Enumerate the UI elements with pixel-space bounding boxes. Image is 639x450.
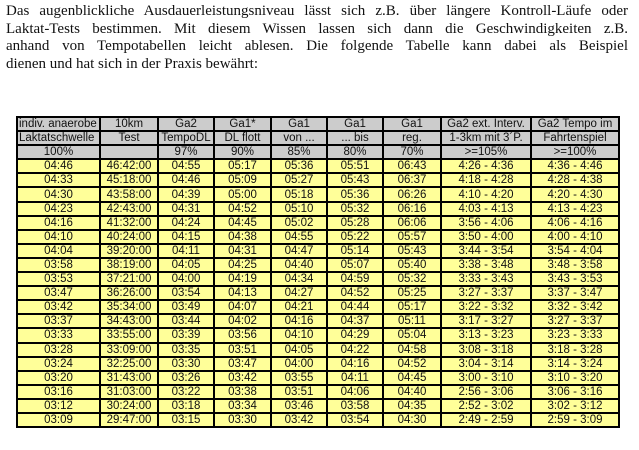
header-cell: Ga2 ext. Interv.	[441, 117, 531, 131]
table-cell: 04:52	[214, 202, 271, 216]
table-cell: 04:19	[214, 272, 271, 286]
table-cell: 03:22	[158, 385, 214, 399]
table-cell: 46:42:00	[100, 159, 158, 173]
header-row	[17, 117, 619, 131]
table-cell: 3:22 - 3:32	[441, 300, 531, 314]
header-cell: 100%	[17, 145, 100, 159]
table-cell: 03:09	[17, 413, 100, 427]
table-cell: 04:39	[158, 187, 214, 201]
table-cell: 37:21:00	[100, 272, 158, 286]
table-cell: 03:34	[214, 399, 271, 413]
table-row	[17, 343, 619, 357]
table-cell: 04:29	[327, 328, 383, 342]
table-cell: 03:39	[158, 328, 214, 342]
table-cell: 40:24:00	[100, 230, 158, 244]
table-cell: 04:33	[17, 173, 100, 187]
table-cell: 04:05	[271, 343, 327, 357]
table-cell: 3:50 - 4:00	[441, 230, 531, 244]
table-cell: 04:44	[327, 300, 383, 314]
table-row	[17, 286, 619, 300]
table-cell: 03:16	[17, 385, 100, 399]
table-cell: 03:56	[214, 328, 271, 342]
table-cell: 3:13 - 3:23	[441, 328, 531, 342]
table-cell: 2:59 - 3:09	[531, 413, 619, 427]
table-cell: 31:03:00	[100, 385, 158, 399]
table-row	[17, 314, 619, 328]
table-cell: 3:08 - 3:18	[441, 343, 531, 357]
table-cell: 3:06 - 3:16	[531, 385, 619, 399]
table-cell: 03:30	[158, 357, 214, 371]
table-cell: 04:22	[327, 343, 383, 357]
table-cell: 39:20:00	[100, 244, 158, 258]
table-cell: 05:17	[214, 159, 271, 173]
table-cell: 03:12	[17, 399, 100, 413]
table-row	[17, 258, 619, 272]
header-cell: Fahrtenspiel	[531, 131, 619, 145]
table-row	[17, 399, 619, 413]
table-cell: 04:11	[327, 371, 383, 385]
table-cell: 3:27 - 3:37	[441, 286, 531, 300]
intro-line: anhand von Tempotabellen leicht ablesen. Die folgende Tabelle kann dabei als Beispiel	[6, 38, 628, 54]
table-cell: 04:45	[214, 216, 271, 230]
table-cell: 04:06	[327, 385, 383, 399]
table-cell: 05:18	[271, 187, 327, 201]
header-cell	[100, 145, 158, 159]
table-cell: 04:59	[327, 272, 383, 286]
table-cell: 03:26	[158, 371, 214, 385]
table-cell: 04:47	[271, 244, 327, 258]
table-cell: 06:16	[383, 202, 441, 216]
table-cell: 04:46	[158, 173, 214, 187]
table-cell: 04:25	[214, 258, 271, 272]
table-cell: 05:09	[214, 173, 271, 187]
table-cell: 03:46	[271, 399, 327, 413]
table-row	[17, 202, 619, 216]
table-cell: 35:34:00	[100, 300, 158, 314]
table-cell: 03:47	[17, 286, 100, 300]
table-cell: 45:18:00	[100, 173, 158, 187]
table-cell: 3:37 - 3:47	[531, 286, 619, 300]
table-cell: 04:30	[383, 413, 441, 427]
table-cell: 38:19:00	[100, 258, 158, 272]
table-cell: 3:33 - 3:43	[441, 272, 531, 286]
header-cell: Ga1	[327, 117, 383, 131]
header-cell: von ...	[271, 131, 327, 145]
table-cell: 05:43	[327, 173, 383, 187]
header-cell: 70%	[383, 145, 441, 159]
header-cell: TempoDL	[158, 131, 214, 145]
table-cell: 03:37	[17, 314, 100, 328]
table-cell: 04:16	[271, 314, 327, 328]
table-cell: 3:43 - 3:53	[531, 272, 619, 286]
table-cell: 3:27 - 3:37	[531, 314, 619, 328]
table-cell: 4:03 - 4:13	[441, 202, 531, 216]
table-cell: 03:33	[17, 328, 100, 342]
table-cell: 05:25	[383, 286, 441, 300]
table-cell: 4:18 - 4:28	[441, 173, 531, 187]
table-cell: 04:10	[271, 328, 327, 342]
header-cell: 10km	[100, 117, 158, 131]
table-cell: 05:43	[383, 244, 441, 258]
table-cell: 03:51	[271, 385, 327, 399]
table-cell: 3:38 - 3:48	[441, 258, 531, 272]
table-row	[17, 371, 619, 385]
header-cell: Ga1*	[214, 117, 271, 131]
table-cell: 4:10 - 4:20	[441, 187, 531, 201]
table-cell: 05:36	[271, 159, 327, 173]
header-cell: indiv. anaerobe	[17, 117, 100, 131]
table-cell: 05:57	[383, 230, 441, 244]
table-cell: 04:30	[17, 187, 100, 201]
table-cell: 05:32	[327, 202, 383, 216]
header-cell: Ga2 Tempo im	[531, 117, 619, 131]
table-cell: 43:58:00	[100, 187, 158, 201]
table-cell: 04:05	[158, 258, 214, 272]
header-cell: >=100%	[531, 145, 619, 159]
table-cell: 4:13 - 4:23	[531, 202, 619, 216]
table-cell: 03:42	[271, 413, 327, 427]
header-cell: Ga1	[383, 117, 441, 131]
table-cell: 4:06 - 4:16	[531, 216, 619, 230]
table-row	[17, 173, 619, 187]
table-cell: 04:13	[214, 286, 271, 300]
table-cell: 04:00	[158, 272, 214, 286]
table-cell: 29:47:00	[100, 413, 158, 427]
table-cell: 04:31	[158, 202, 214, 216]
table-cell: 05:00	[214, 187, 271, 201]
header-cell: 90%	[214, 145, 271, 159]
table-cell: 03:49	[158, 300, 214, 314]
table-cell: 4:36 - 4:46	[531, 159, 619, 173]
table-cell: 04:24	[158, 216, 214, 230]
table-row	[17, 272, 619, 286]
header-cell: 85%	[271, 145, 327, 159]
table-cell: 05:51	[327, 159, 383, 173]
table-cell: 3:17 - 3:27	[441, 314, 531, 328]
table-row	[17, 216, 619, 230]
table-row	[17, 328, 619, 342]
table-cell: 36:26:00	[100, 286, 158, 300]
table-cell: 06:26	[383, 187, 441, 201]
table-row	[17, 300, 619, 314]
intro-line: Laktat-Tests bestimmen. Mit diesem Wissen lassen sich dann die Geschwindigkeiten z.B.	[6, 20, 628, 37]
pace-table	[16, 116, 620, 428]
table-cell: 05:02	[271, 216, 327, 230]
table-cell: 03:18	[158, 399, 214, 413]
table-cell: 3:00 - 3:10	[441, 371, 531, 385]
table-cell: 04:37	[327, 314, 383, 328]
table-row	[17, 244, 619, 258]
table-cell: 3:10 - 3:20	[531, 371, 619, 385]
table-cell: 2:49 - 2:59	[441, 413, 531, 427]
table-cell: 3:18 - 3:28	[531, 343, 619, 357]
table-cell: 04:55	[158, 159, 214, 173]
table-cell: 4:26 - 4:36	[441, 159, 531, 173]
table-cell: 05:11	[383, 314, 441, 328]
table-cell: 3:48 - 3:58	[531, 258, 619, 272]
header-cell: Ga1	[271, 117, 327, 131]
header-cell: DL flott	[214, 131, 271, 145]
table-cell: 03:15	[158, 413, 214, 427]
table-cell: 04:31	[214, 244, 271, 258]
header-cell: Ga2	[158, 117, 214, 131]
table-cell: 05:22	[327, 230, 383, 244]
table-cell: 03:24	[17, 357, 100, 371]
table-cell: 03:44	[158, 314, 214, 328]
table-cell: 3:54 - 4:04	[531, 244, 619, 258]
table-cell: 04:58	[383, 343, 441, 357]
table-cell: 04:16	[17, 216, 100, 230]
table-cell: 3:56 - 4:06	[441, 216, 531, 230]
table-cell: 03:38	[214, 385, 271, 399]
header-row	[17, 145, 619, 159]
header-row	[17, 131, 619, 145]
table-cell: 04:11	[158, 244, 214, 258]
table-cell: 04:38	[214, 230, 271, 244]
table-cell: 03:20	[17, 371, 100, 385]
table-cell: 3:02 - 3:12	[531, 399, 619, 413]
table-cell: 03:54	[158, 286, 214, 300]
table-cell: 04:55	[271, 230, 327, 244]
table-cell: 34:43:00	[100, 314, 158, 328]
header-cell: reg.	[383, 131, 441, 145]
table-cell: 03:55	[271, 371, 327, 385]
table-cell: 06:37	[383, 173, 441, 187]
header-cell: Laktatschwelle	[17, 131, 100, 145]
table-cell: 2:56 - 3:06	[441, 385, 531, 399]
header-cell: ... bis	[327, 131, 383, 145]
table-row	[17, 385, 619, 399]
table-cell: 05:14	[327, 244, 383, 258]
table-cell: 05:32	[383, 272, 441, 286]
header-cell: 1-3km mit 3´P.	[441, 131, 531, 145]
table-cell: 30:24:00	[100, 399, 158, 413]
table-cell: 05:40	[383, 258, 441, 272]
table-cell: 33:09:00	[100, 343, 158, 357]
table-cell: 3:32 - 3:42	[531, 300, 619, 314]
table-cell: 04:27	[271, 286, 327, 300]
table-cell: 41:32:00	[100, 216, 158, 230]
table-cell: 03:53	[17, 272, 100, 286]
table-cell: 04:34	[271, 272, 327, 286]
table-cell: 03:42	[17, 300, 100, 314]
table-cell: 2:52 - 3:02	[441, 399, 531, 413]
table-cell: 31:43:00	[100, 371, 158, 385]
header-cell: >=105%	[441, 145, 531, 159]
table-cell: 33:55:00	[100, 328, 158, 342]
table-cell: 04:45	[383, 371, 441, 385]
table-cell: 04:10	[17, 230, 100, 244]
table-cell: 03:30	[214, 413, 271, 427]
table-cell: 06:06	[383, 216, 441, 230]
table-cell: 04:16	[327, 357, 383, 371]
table-cell: 03:54	[327, 413, 383, 427]
table-row	[17, 413, 619, 427]
table-cell: 05:36	[327, 187, 383, 201]
table-row	[17, 230, 619, 244]
table-cell: 04:15	[158, 230, 214, 244]
table-cell: 04:35	[383, 399, 441, 413]
table-cell: 03:28	[17, 343, 100, 357]
table-cell: 03:35	[158, 343, 214, 357]
table-cell: 03:58	[327, 399, 383, 413]
table-cell: 04:07	[214, 300, 271, 314]
table-row	[17, 357, 619, 371]
table-cell: 04:00	[271, 357, 327, 371]
table-cell: 04:21	[271, 300, 327, 314]
table-cell: 42:43:00	[100, 202, 158, 216]
header-cell: 80%	[327, 145, 383, 159]
table-row	[17, 159, 619, 173]
table-cell: 3:44 - 3:54	[441, 244, 531, 258]
table-cell: 05:17	[383, 300, 441, 314]
table-cell: 3:14 - 3:24	[531, 357, 619, 371]
intro-line: Das augenblickliche Ausdauerleistungsniveau lässt sich z.B. über längere Kontroll-Läufe oder	[6, 3, 628, 19]
table-cell: 4:00 - 4:10	[531, 230, 619, 244]
table-cell: 4:28 - 4:38	[531, 173, 619, 187]
table-cell: 3:04 - 3:14	[441, 357, 531, 371]
table-cell: 05:07	[327, 258, 383, 272]
table-cell: 4:20 - 4:30	[531, 187, 619, 201]
table-cell: 04:04	[17, 244, 100, 258]
table-cell: 05:27	[271, 173, 327, 187]
table-cell: 04:40	[383, 385, 441, 399]
table-cell: 04:23	[17, 202, 100, 216]
table-cell: 04:40	[271, 258, 327, 272]
table-cell: 03:42	[214, 371, 271, 385]
table-cell: 06:43	[383, 159, 441, 173]
intro-paragraph	[6, 3, 628, 73]
table-cell: 05:28	[327, 216, 383, 230]
table-cell: 03:47	[214, 357, 271, 371]
table-cell: 05:04	[383, 328, 441, 342]
table-cell: 04:52	[327, 286, 383, 300]
table-cell: 04:46	[17, 159, 100, 173]
intro-line: dienen und hat sich in der Praxis bewährt:	[6, 55, 259, 72]
table-cell: 32:25:00	[100, 357, 158, 371]
table-cell: 03:58	[17, 258, 100, 272]
table-cell: 03:51	[214, 343, 271, 357]
table-cell: 04:02	[214, 314, 271, 328]
table-row	[17, 187, 619, 201]
header-cell: 97%	[158, 145, 214, 159]
table-cell: 04:52	[383, 357, 441, 371]
table-cell: 3:23 - 3:33	[531, 328, 619, 342]
header-cell: Test	[100, 131, 158, 145]
table-cell: 05:10	[271, 202, 327, 216]
